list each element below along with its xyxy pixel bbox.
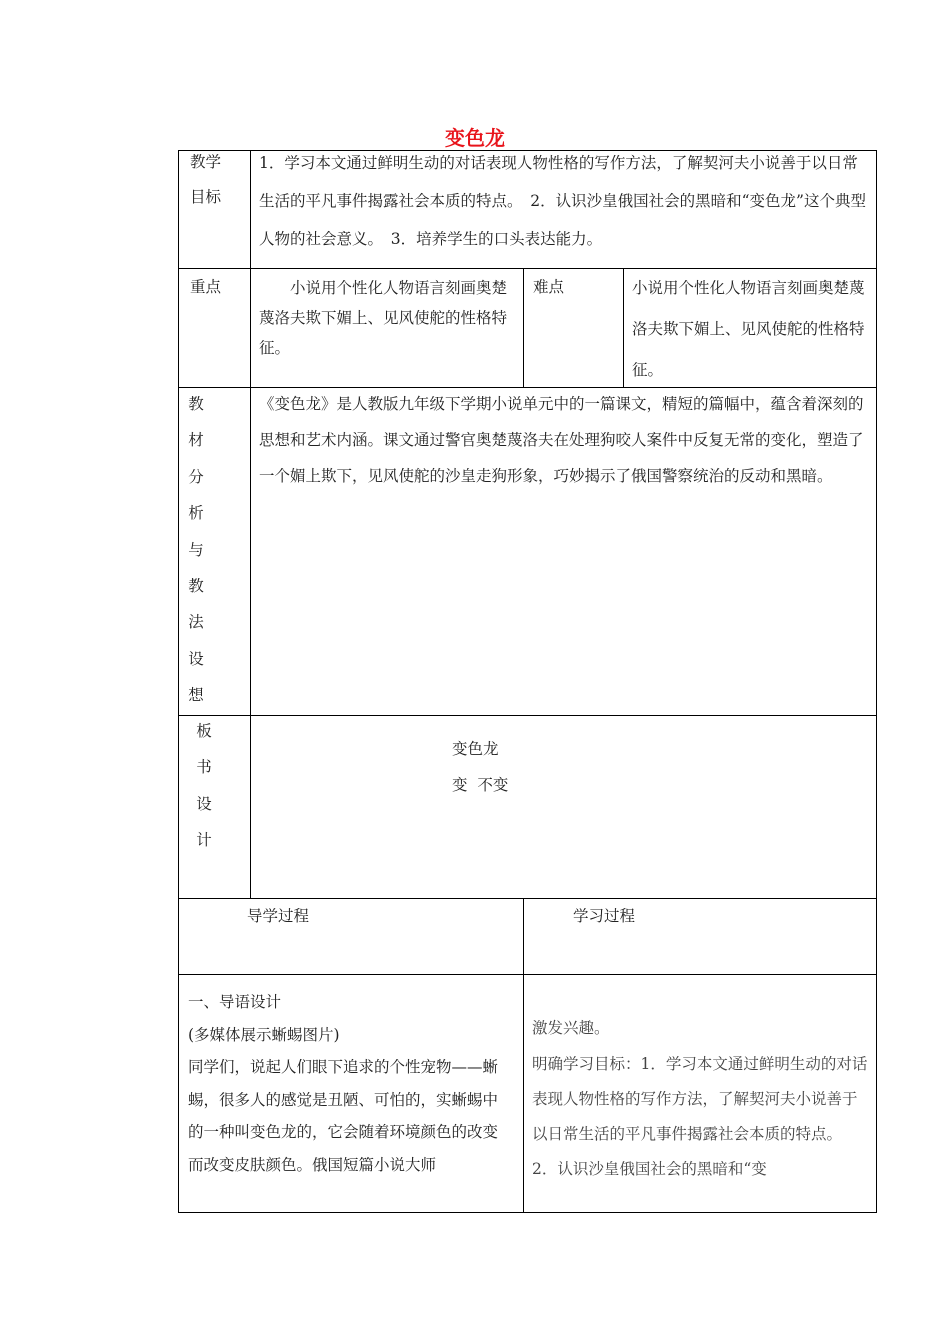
table-border-right xyxy=(876,150,877,1213)
learn-process-text: 明确学习目标：1．学习本文通过鲜明生动的对话表现人物性格的写作方法，了解契河夫小说善于以日常生活的平凡事件揭露社会本质的特点。 2．认识沙皇俄国社会的黑暗和“变 xyxy=(532,1055,868,1178)
board-subtitle: 变 不变 xyxy=(452,776,509,794)
learn-process-intro: 激发兴趣。 xyxy=(532,1019,610,1037)
row-divider xyxy=(178,715,877,716)
board-title: 变色龙 xyxy=(452,740,499,758)
difficulty-label: 难点 xyxy=(533,278,565,296)
key-point-label: 重点 xyxy=(190,278,222,296)
key-point-text: 小说用个性化人物语言刻画奥楚蔑洛夫欺下媚上、见风使舵的性格特征。 xyxy=(259,279,508,357)
goals-label: 教学 目标 xyxy=(190,153,222,206)
page-title: 变色龙 xyxy=(445,126,505,150)
focus-column-divider xyxy=(623,268,624,388)
focus-column-divider xyxy=(523,268,524,388)
analysis-label: 教 材 分 析 与 教 法 设 想 xyxy=(188,395,204,705)
difficulty-text: 小说用个性化人物语言刻画奥楚蔑洛夫欺下媚上、见风使舵的性格特征。 xyxy=(632,279,865,379)
table-border-left xyxy=(178,150,179,1213)
analysis-text: 《变色龙》是人教版九年级下学期小说单元中的一篇课文，精短的篇幅中，蕴含着深刻的思想和艺术内涵。课文通过警官奥楚蔑洛夫在处理狗咬人案件中反复无常的变化，塑造了一个媚上欺下，见风使舵的沙皇走狗形象，巧妙揭示了俄国警察统治的反动和黑暗。 xyxy=(259,395,864,485)
guide-process-text: 一、导语设计 (多媒体展示蜥蜴图片) 同学们，说起人们眼下追求的个性宠物——蜥蜴，很多人的感觉是丑陋、可怕的，实蜥蜴中的一种叫变色龙的，它会随着环境颜色的改变而改变皮肤颜色。俄国短篇小说大师 xyxy=(188,993,499,1174)
guide-process-header: 导学过程 xyxy=(247,907,310,925)
row-divider xyxy=(178,974,877,975)
row-divider xyxy=(178,898,877,899)
board-label: 板 书 设 计 xyxy=(196,722,212,850)
label-column-divider xyxy=(250,150,251,899)
table-border-bottom xyxy=(178,1212,877,1213)
learn-process-header: 学习过程 xyxy=(573,907,636,925)
process-column-divider xyxy=(523,898,524,1213)
goals-text: 1．学习本文通过鲜明生动的对话表现人物性格的写作方法，了解契河夫小说善于以日常生活的平凡事件揭露社会本质的特点。 2．认识沙皇俄国社会的黑暗和“变色龙”这个典型人物的社会意义。 3．培养学生的口头表达能力。 xyxy=(259,154,866,248)
